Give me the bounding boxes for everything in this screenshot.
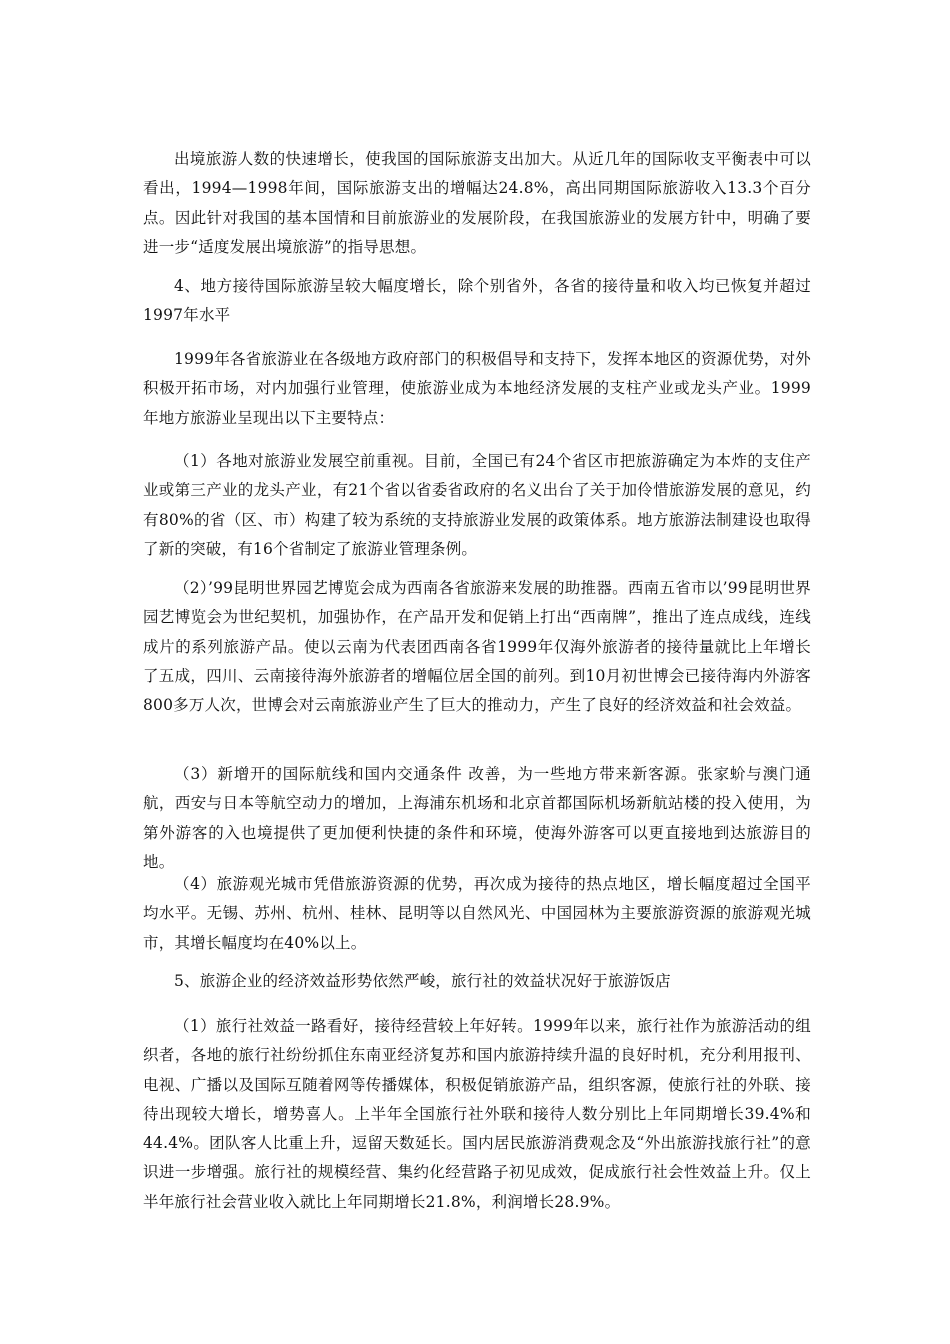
paragraph-travel-agencies: （1）旅行社效益一路看好，接待经营较上年好转。1999年以来，旅行社作为旅游活动的组织者，各地的旅行社纷纷抓住东南亚经济复苏和国内旅游持续升温的良好时机，充分利用报刊、电视、广播以及国际互随着网等传播媒体，积极促销旅游产品，组织客源，使旅行社的外联、接待出现较大增长，增势喜人。上半年全国旅行社外联和接待人数分别比上年同期增长39.4%和44.4%。团队客人比重上升，逗留天数延长。国内居民旅游消费观念及“外出旅游找旅行社”的意识进一步增强。旅行社的规模经营、集约化经营路子初见成效，促成旅行社会性效益上升。仅上半年旅行社会营业收入就比上年同期增长21.8%，利润增长28.9%。 xyxy=(143,1017,811,1211)
paragraph-point-2: （2）’99昆明世界园艺博览会成为西南各省旅游来发展的助推器。西南五省市以’99昆明世界园艺博览会为世纪契机，加强协作，在产品开发和促销上打出“西南牌”，推出了连点成线，连线成片的系列旅游产品。使以云南为代表团西南各省1999年仅海外旅游者的接待量就比上年增长了五成，四川、云南接待海外旅游者的增幅位居全国的前列。到10月初世博会已接待海内外游客800多万人次，世博会对云南旅游业产生了巨大的推动力，产生了良好的经济效益和社会效益。 xyxy=(143,579,811,715)
paragraph-point-1: （1）各地对旅游业发展空前重视。目前，全国已有24个省区市把旅游确定为本炸的支住产业或第三产业的龙头产业，有21个省以省委省政府的名义出台了关于加伶惜旅游发展的意见，约有80%的省（区、市）构建了较为系统的支持旅游业发展的政策体系。地方旅游法制建设也取得了新的突破，有16个省制定了旅游业管理条例。 xyxy=(143,452,811,558)
paragraph-point-4: （4）旅游观光城市凭借旅游资源的优势，再次成为接待的热点地区，增长幅度超过全国平均水平。无锡、苏州、杭州、桂林、昆明等以自然风光、中国园林为主要旅游资源的旅游观光城市，其增长幅度均在40%以上。 xyxy=(143,875,811,952)
paragraph-outbound-spending: 出境旅游人数的快速增长，使我国的国际旅游支出加大。从近几年的国际收支平衡表中可以看出，1994—1998年间，国际旅游支出的增幅达24.8%，高出同期国际旅游收入13.3个百分点。因此针对我国的基本国情和目前旅游业的发展阶段，在我国旅游业的发展方针中，明确了要进一步“适度发展出境旅游”的指导思想。 xyxy=(143,150,811,256)
paragraph-1999-provinces: 1999年各省旅游业在各级地方政府部门的积极倡导和支持下，发挥本地区的资源优势，对外积极开拓市场，对内加强行业管理，使旅游业成为本地经济发展的支柱产业或龙头产业。1999年地方旅游业呈现出以下主要特点： xyxy=(143,350,811,427)
heading-section-5: 5、旅游企业的经济效益形势依然严峻，旅行社的效益状况好于旅游饭店 xyxy=(174,972,671,990)
heading-section-4: 4、地方接待国际旅游呈较大幅度增长，除个别省外，各省的接待量和收入均已恢复并超过1997年水平 xyxy=(143,277,811,325)
paragraph-point-3: （3）新增开的国际航线和国内交通条件 改善，为一些地方带来新客源。张家蚧与澳门通航，西安与日本等航空动力的增加，上海浦东机场和北京首都国际机场新航站楼的投入使用，为第外游客的入也境提供了更加便利快捷的条件和环境，使海外游客可以更直接地到达旅游目的地。 xyxy=(143,765,811,871)
